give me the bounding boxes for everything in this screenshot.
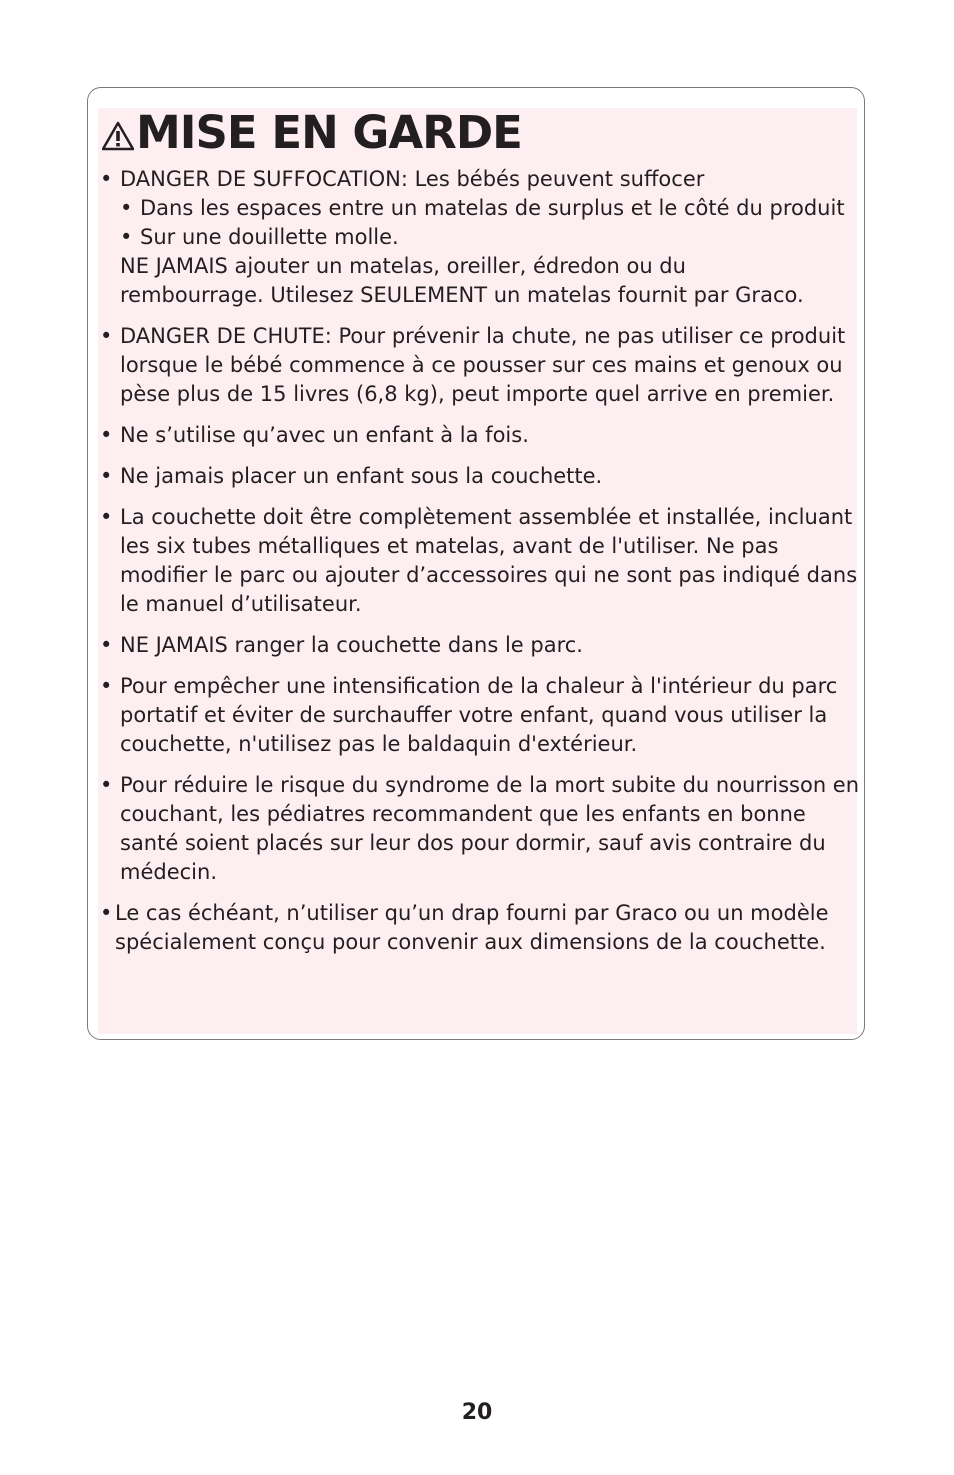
page-number: 20 (461, 1400, 493, 1425)
warning-item-text: DANGER DE CHUTE: Pour prévenir la chute, ne pas utiliser ce produit lorsque le bébé commence à ce pousser sur ces mains et genoux ou pèse plus de 15 livres (6,8 kg), peut importe quel arrive en premier. (120, 324, 846, 406)
warning-item (100, 899, 860, 957)
warning-item (100, 421, 860, 450)
bullet: • (100, 773, 113, 797)
warning-header (102, 108, 522, 158)
bullet: • (100, 505, 113, 529)
warning-triangle-icon (102, 121, 134, 151)
warning-item-text: Pour réduire le risque du syndrome de la mort subite du nourrisson en couchant, les pédiatres recommandent que les enfants en bonne santé soient placés sur leur dos pour dormir, sauf avis contraire du médecin. (120, 773, 860, 884)
warning-item (100, 503, 860, 619)
suffocation-sub-item (120, 194, 860, 223)
suffocation-note-line: NE JAMAIS ajouter un matelas, oreiller, édredon ou du (120, 254, 686, 278)
warning-item (100, 672, 860, 759)
warning-item-suffocation (100, 165, 860, 310)
warning-item-text: NE JAMAIS ranger la couchette dans le parc. (120, 633, 583, 657)
bullet: • (100, 464, 113, 488)
bullet: • (100, 167, 113, 191)
warning-item (100, 631, 860, 660)
warning-list (100, 165, 860, 969)
warning-item (100, 462, 860, 491)
warning-title: MISE EN GARDE (136, 106, 522, 159)
bullet: • (100, 423, 113, 447)
warning-item-text: Ne s’utilise qu’avec un enfant à la fois. (120, 423, 529, 447)
suffocation-note-line: rembourrage. Utilesez SEULEMENT un matelas fournit par Graco. (120, 283, 804, 307)
warning-item (100, 771, 860, 887)
suffocation-sub-item (120, 223, 860, 252)
suffocation-heading: DANGER DE SUFFOCATION: Les bébés peuvent suffocer (120, 167, 705, 191)
bullet: • (100, 324, 113, 348)
bullet: • (120, 196, 133, 220)
suffocation-sub-item-text: Sur une douillette molle. (140, 225, 399, 249)
warning-item-text: La couchette doit être complètement assemblée et installée, incluant les six tubes métalliques et matelas, avant de l'utiliser. Ne pas modifier le parc ou ajouter d’accessoires qui ne sont pas indiqué dans le manuel d’utilisateur. (120, 505, 858, 616)
warning-item-text: Ne jamais placer un enfant sous la couchette. (120, 464, 603, 488)
warning-item-text: Pour empêcher une intensification de la chaleur à l'intérieur du parc portatif et éviter de surchauffer votre enfant, quand vous utiliser la couchette, n'utilisez pas le baldaquin d'extérieur. (120, 674, 838, 756)
warning-item-fall (100, 322, 860, 409)
bullet: • (120, 225, 133, 249)
warning-item-text: Le cas échéant, n’utiliser qu’un drap fourni par Graco ou un modèle spécialement conçu pour convenir aux dimensions de la couchette. (115, 901, 829, 954)
suffocation-sub-item-text: Dans les espaces entre un matelas de surplus et le côté du produit (140, 196, 845, 220)
bullet: • (100, 674, 113, 698)
bullet: • (100, 633, 113, 657)
bullet: • (100, 901, 113, 925)
